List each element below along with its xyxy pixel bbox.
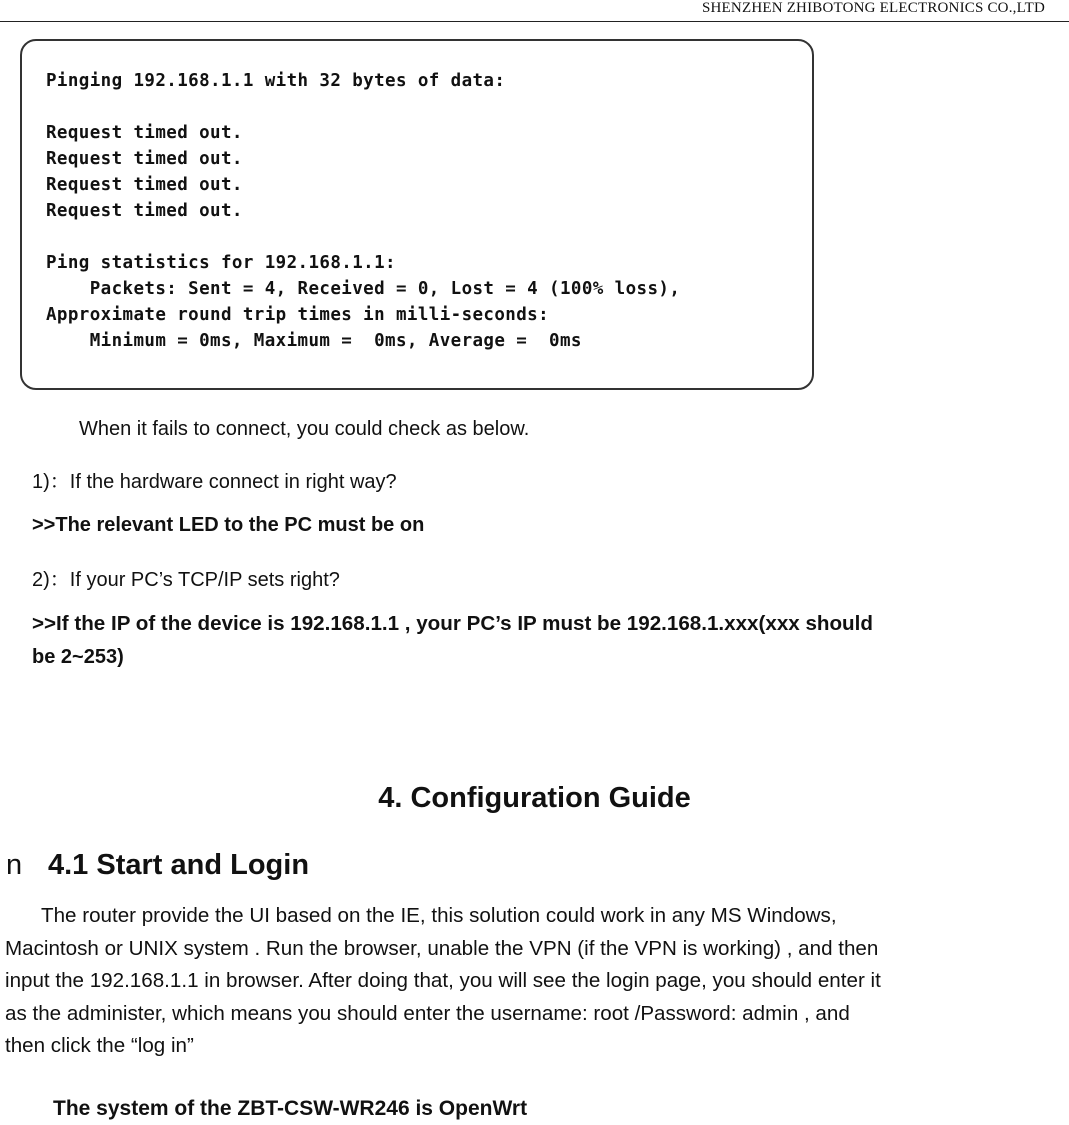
bullet-icon: n (6, 849, 23, 881)
console-line: Pinging 192.168.1.1 with 32 bytes of data: (46, 71, 506, 91)
company-name: SHENZHEN ZHIBOTONG ELECTRONICS CO.,LTD (701, 0, 1045, 16)
login-paragraph (5, 900, 1065, 1063)
paragraph-line: as the administer, which means you should enter the username: root /Password: admin , and (5, 1001, 850, 1025)
answer-2-line-1: >>If the IP of the device is 192.168.1.1 , your PC’s IP must be 192.168.1.xxx(xxx should (32, 612, 873, 635)
paragraph-line: then click the “log in” (5, 1034, 194, 1057)
subsection-title: 4.1 Start and Login (48, 849, 310, 881)
question-1: 1)：If the hardware connect in right way? (32, 471, 397, 493)
system-note: The system of the ZBT-CSW-WR246 is OpenWrt (53, 1097, 528, 1120)
page-header (0, 0, 1069, 22)
troubleshoot-intro: When it fails to connect, you could check as below. (79, 418, 530, 440)
console-line: Packets: Sent = 4, Received = 0, Lost = 4 (100% loss), (46, 279, 681, 299)
console-line: Request timed out. (46, 123, 243, 143)
console-line: Approximate round trip times in milli-seconds: (46, 305, 550, 325)
paragraph-line: The router provide the UI based on the IE, this solution could work in any MS Windows, (41, 904, 837, 927)
paragraph-line: Macintosh or UNIX system . Run the browser, unable the VPN (if the VPN is working) , and then (5, 936, 879, 960)
console-line: Request timed out. (46, 201, 243, 221)
ping-console-screenshot (20, 39, 814, 390)
console-line: Request timed out. (46, 149, 243, 169)
console-line: Ping statistics for 192.168.1.1: (46, 253, 396, 273)
console-line: Minimum = 0ms, Maximum = 0ms, Average = 0ms (46, 331, 582, 351)
section-title: 4. Configuration Guide (378, 782, 691, 814)
answer-1: >>The relevant LED to the PC must be on (32, 514, 425, 536)
answer-2-line-2: be 2~253) (32, 646, 124, 668)
console-line: Request timed out. (46, 175, 243, 195)
paragraph-line: input the 192.168.1.1 in browser. After doing that, you will see the login page, you should enter it (5, 969, 881, 992)
question-2: 2)：If your PC’s TCP/IP sets right? (32, 569, 340, 591)
